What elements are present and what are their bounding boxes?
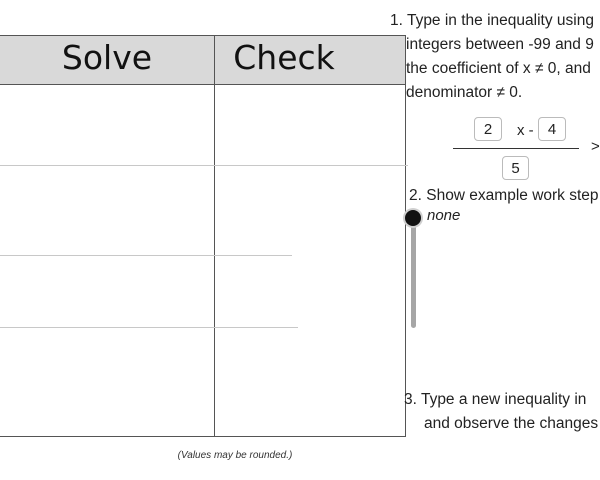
work-step-slider[interactable] <box>411 220 416 328</box>
row-divider <box>0 327 298 328</box>
coefficient-input[interactable]: 2 <box>474 117 502 141</box>
row-divider <box>0 165 408 166</box>
constant-input[interactable]: 4 <box>538 117 566 141</box>
variable-operator: x - <box>517 122 534 139</box>
step3-text: and observe the changes <box>424 415 599 432</box>
slider-value-label: none <box>427 207 461 224</box>
step1-text: denominator ≠ 0. <box>406 84 523 101</box>
rounding-note: (Values may be rounded.) <box>177 450 293 461</box>
relation-symbol: > <box>591 138 600 155</box>
slider-handle[interactable] <box>405 210 421 226</box>
step3-text: 3. Type a new inequality in <box>404 391 587 408</box>
step1-text: 1. Type in the inequality using <box>390 12 594 29</box>
step1-text: the coefficient of x ≠ 0, and <box>406 60 591 77</box>
instructions-panel <box>390 0 600 480</box>
row-divider <box>0 255 292 256</box>
column-divider <box>214 35 215 436</box>
step2-text: 2. Show example work step <box>409 187 599 204</box>
table-bottom-border <box>0 436 406 437</box>
check-column-header: Check <box>233 38 335 77</box>
solve-column-header: Solve <box>61 38 153 77</box>
step1-text: integers between -99 and 9 <box>406 36 594 53</box>
fraction-bar <box>453 148 579 149</box>
denominator-input[interactable]: 5 <box>502 156 529 180</box>
